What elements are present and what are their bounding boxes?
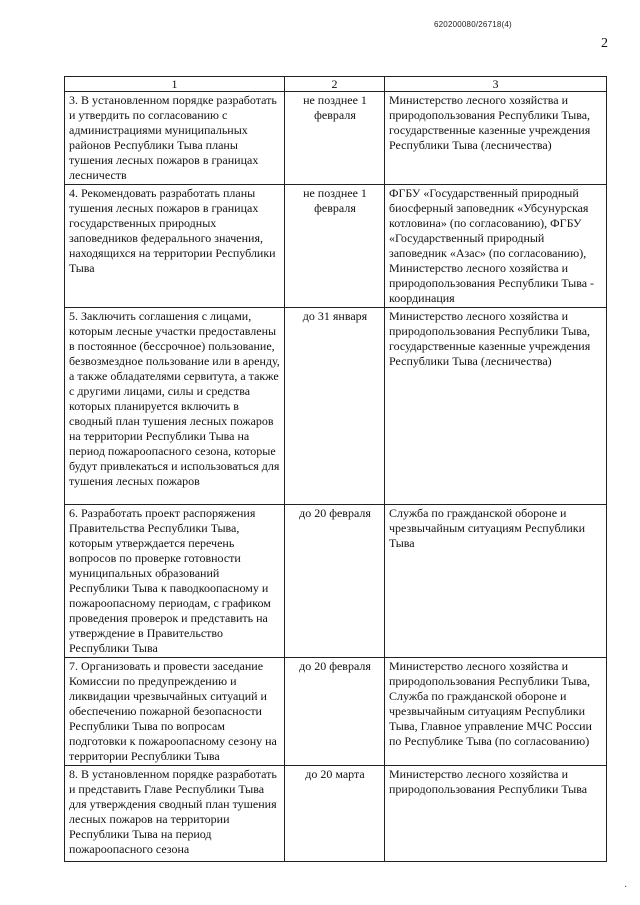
column-header-2: 2 bbox=[285, 77, 385, 92]
task-cell: 3. В установленном порядке разработать и утвердить по согласованию с администрациями муниципальных районов Республики Тыва планы тушения лесных пожаров в границах лесничеств bbox=[65, 92, 285, 185]
deadline-cell: до 20 февраля bbox=[285, 658, 385, 766]
responsible-cell: Министерство лесного хозяйства и природопользования Республики Тыва, государственные казенные учреждения Республики Тыва (лесничества) bbox=[385, 92, 607, 185]
task-cell: 8. В установленном порядке разработать и представить Главе Республики Тыва для утверждения сводный план тушения лесных пожаров на территории Республики Тыва на период пожароопасного сезона bbox=[65, 766, 285, 862]
responsible-cell: Министерство лесного хозяйства и природопользования Республики Тыва, Служба по гражданской обороне и чрезвычайным ситуациям Республики Тыва, Главное управление МЧС России по Республике Тыва (по согласованию) bbox=[385, 658, 607, 766]
task-cell: 4. Рекомендовать разработать планы тушения лесных пожаров в границах государственных природных заповедников федерального значения, находящихся на территории Республики Тыва bbox=[65, 185, 285, 308]
page-number: 2 bbox=[601, 36, 608, 51]
task-cell: 5. Заключить соглашения с лицами, которым лесные участки предоставлены в постоянное (бессрочное) пользование, безвозмездное пользование или в аренду, а также обладателями сервитута, а также с другими лицами, силы и средства которых планируется включить в сводный план тушения лесных пожаров на территории Республики Тыва на период пожароопасного сезона, которые будут привлекаться и использоваться для тушения лесных пожаров bbox=[65, 308, 285, 505]
scan-mark: · bbox=[624, 882, 628, 893]
table-row bbox=[65, 185, 607, 308]
table-row bbox=[65, 308, 607, 505]
deadline-cell: до 31 января bbox=[285, 308, 385, 505]
responsible-cell: Служба по гражданской обороне и чрезвычайным ситуациям Республики Тыва bbox=[385, 505, 607, 658]
responsible-cell: ФГБУ «Государственный природный биосферный заповедник «Убсунурская котловина» (по согласованию), ФГБУ «Государственный природный заповедник «Азас» (по согласованию), Министерство лесного хозяйства и природопользования Республики Тыва - координация bbox=[385, 185, 607, 308]
deadline-cell: не позднее 1 февраля bbox=[285, 92, 385, 185]
column-header-1: 1 bbox=[65, 77, 285, 92]
task-cell: 6. Разработать проект распоряжения Правительства Республики Тыва, которым утверждается перечень вопросов по проверке готовности муниципальных образований Республики Тыва к паводкоопасному и пожароопасному периодам, с графиком проведения проверок и представить на утверждение в Правительство Республики Тыва bbox=[65, 505, 285, 658]
document-code: 620200080/26718(4) bbox=[434, 20, 512, 29]
table-row bbox=[65, 505, 607, 658]
table-row bbox=[65, 766, 607, 862]
task-cell: 7. Организовать и провести заседание Комиссии по предупреждению и ликвидации чрезвычайных ситуаций и обеспечению пожарной безопасности Республики Тыва по вопросам подготовки к пожароопасному сезону на территории Республики Тыва bbox=[65, 658, 285, 766]
deadline-cell: не позднее 1 февраля bbox=[285, 185, 385, 308]
deadline-cell: до 20 марта bbox=[285, 766, 385, 862]
measures-table bbox=[64, 76, 607, 862]
responsible-cell: Министерство лесного хозяйства и природопользования Республики Тыва bbox=[385, 766, 607, 862]
table-row bbox=[65, 658, 607, 766]
column-header-3: 3 bbox=[385, 77, 607, 92]
table-header-row bbox=[65, 77, 607, 92]
responsible-cell: Министерство лесного хозяйства и природопользования Республики Тыва, государственные казенные учреждения Республики Тыва (лесничества) bbox=[385, 308, 607, 505]
deadline-cell: до 20 февраля bbox=[285, 505, 385, 658]
table-row bbox=[65, 92, 607, 185]
